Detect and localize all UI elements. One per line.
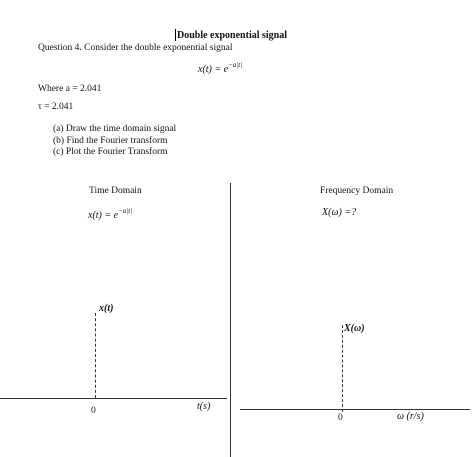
text-cursor <box>175 29 176 41</box>
parameter-a: Where a = 2.041 <box>38 84 102 94</box>
document-title: Double exponential signal <box>177 30 288 41</box>
time-y-axis-label: x(t) <box>99 303 114 314</box>
time-x-axis-label: t(s) <box>197 401 211 412</box>
time-x-axis <box>0 398 227 399</box>
td-equation-lhs: x(t) = e <box>88 210 119 221</box>
parameter-tau: τ = 2.041 <box>38 102 74 112</box>
part-b: (b) Find the Fourier transform <box>53 135 168 146</box>
frequency-y-axis-label: X(ω) <box>344 323 365 334</box>
question-parts <box>53 124 176 159</box>
time-domain-heading: Time Domain <box>89 186 142 196</box>
equation-lhs: x(t) = e <box>198 64 229 75</box>
signal-equation <box>198 61 242 75</box>
time-domain-equation <box>88 207 132 221</box>
equation-exponent: −a|t| <box>228 61 243 69</box>
frequency-y-axis <box>342 325 343 412</box>
frequency-domain-heading: Frequency Domain <box>320 186 394 196</box>
frequency-origin-label: 0 <box>338 413 343 423</box>
frequency-domain-equation: X(ω) =? <box>322 207 357 218</box>
td-equation-exponent: −a|t| <box>118 207 133 215</box>
part-c: (c) Plot the Fourier Transform <box>53 147 168 157</box>
panel-divider <box>230 183 231 457</box>
time-origin-label: 0 <box>91 406 96 416</box>
time-y-axis <box>95 313 96 398</box>
frequency-x-axis-label: ω (r/s) <box>397 411 424 422</box>
frequency-x-axis <box>240 409 470 410</box>
question-intro: Question 4. Consider the double exponential signal <box>38 43 233 53</box>
part-a: (a) Draw the time domain signal <box>53 124 177 134</box>
